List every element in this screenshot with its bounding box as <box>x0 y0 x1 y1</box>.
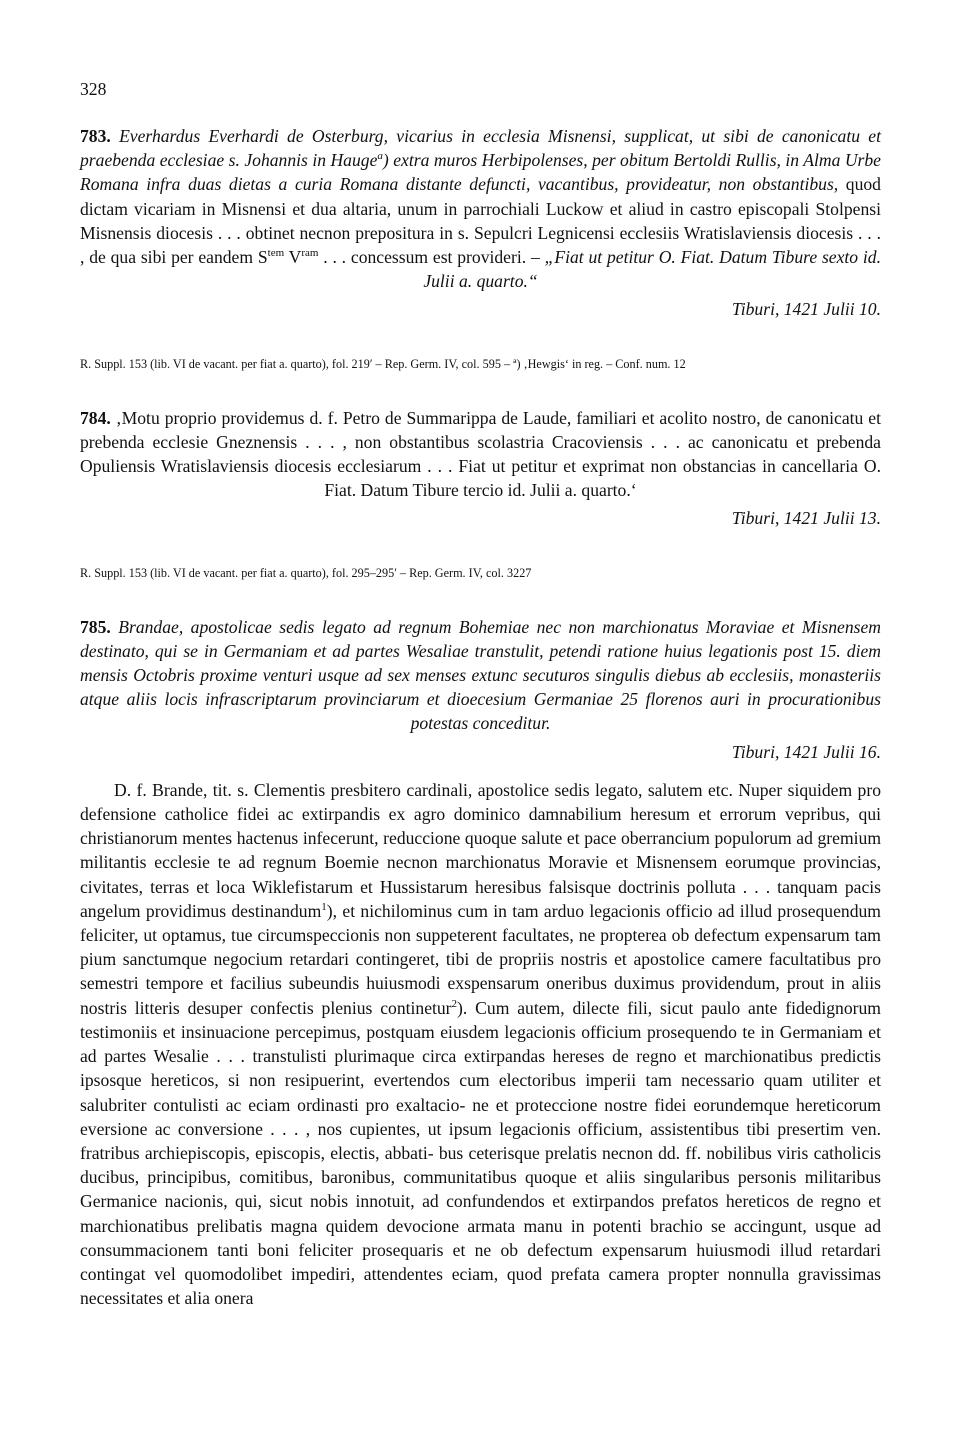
regest-quote: „Fiat ut petitur O. Fiat. Datum Tibure sexto id. Julii a. quarto.“ <box>423 247 881 292</box>
entry-784-text <box>80 406 881 503</box>
entry-number: 783. <box>80 126 111 146</box>
entry-784 <box>80 406 881 581</box>
regest-text-part: Everhardus Everhardi de Osterburg, vicarius in ecclesia Misnensi, supplicat, ut sibi de canonicatu et praebenda ecclesiae s. Johannis in Hauge <box>80 126 881 171</box>
letter-text-part: ), et nichilominus cum in tam arduo legacionis officio ad illud prosequendum feliciter, ut optamus, tue circumspeccionis non suppeterent facultates, ne propterea ob defectum expensarum tam pium sanctumque negocium retardari contingeret, tibi de propriis nostris et apostolice camere facultatibus pro semestri tempore et facilius subeundis huiusmodi exspensarum oneribus duximus providendum, prout in aliis nostris litteris desuper confectis plenius continetur <box>80 900 881 1018</box>
letter-text-part: D. f. Brande, tit. s. Clementis presbitero cardinali, apostolice sedis legato, salutem etc. Nuper siquidem pro defensione catholice fidei ac extirpandis ex agro dominico damnabilium heresum et errorum vepribus, qui christianorum mentes hactenus infecerunt, reduccione quoque salute et pace oberrancium populorum ad gremium militantis ecclesie te ad regnum Boemie necnon marchionatus Moravie et Misnensem eorumque provincias, civitates, terras et loca Wiklefistarum et Hussistarum heresibus falsisque doctrinis polluta . . . tanquam pacis angelum providimus destinandum <box>80 779 881 921</box>
entry-783-source: R. Suppl. 153 (lib. VI de vacant. per fiat a. quarto), fol. 219′ – Rep. Germ. IV, col. 595 – ª) ‚Hewgis‘ in reg. – Conf. num. 12 <box>80 356 686 371</box>
regest-text-part: ) extra muros Herbipolenses, per obitum Bertoldi Rullis, in Alma Urbe Romana infra duas dietas a curia Romana distante defuncti, vacantibus, provideatur, non obstantibus, <box>80 150 881 195</box>
regest-text: Brandae, apostolicae sedis legato ad regnum Bohemiae nec non marchionatus Moraviae et Misnensem destinato, qui se in Germaniam et ad partes Wesaliae transtulit, petendi ratione huius legationis post 15. diem mensis Octobris proxime venturi usque ad sex menses extunc secuturos singulis diebus ab ecclesiis, monasteriis atque aliis locis infrascriptarum provinciarum et dioecesium Germaniae 25 florenos auri in procurationibus potestas conceditur. <box>80 616 881 734</box>
entry-number: 784. <box>80 407 111 428</box>
footnote-marker: 2 <box>451 997 458 1010</box>
footnote-marker: 1 <box>321 901 327 914</box>
regest-text-part: quod dictam vicariam in Misnensi et dua altaria, unum in parrochiali Luckow et aliud in castro episcopali Stolpensi Misnensis diocesis . . . obtinet necnon prepositura in s. Sepulcri Legnicensi ecclesiis Wratislaviensis diocesis . . . , de qua sibi per eandem S <box>80 174 881 268</box>
regest-text-part: V <box>284 247 302 268</box>
regest-text-part: . . . concessum est provideri. – <box>318 247 545 268</box>
entry-785 <box>80 615 881 1311</box>
letter-text-part: ). Cum autem, dilecte fili, sicut paulo ante fidedignorum testimoniis et insinuacione percepimus, postquam eiusdem legacionis officium prosequendo te in Germaniam et ad partes Wesalie . . . transtulisti plurimaque circa extirpandas hereses de regno et marchionatibus predictis ipsosque hereticos, si non resipuerint, evertendos cum electoribus imperii tam necessario quam utiliter et salubriter contulisti ac eciam ordinasti pro exaltacio- ne et proteccione nostre fidei eorundemque hereticorum eversione ac conversione . . . , nos cupientes, ut ipsum legacionis officium, assistentibus tibi presertim ven. fratribus archiepiscopis, episcopis, electis, abbati- bus ceterisque prelatis necnon dd. ff. nobilibus viris catholicis ducibus, principibus, comitibus, baronibus, communitatibus quoque et aliis singularibus personis militaribus Germanice nacionis, qui, sicut nobis innotuit, ad confundendos et extirpandos prefatos hereticos de regno et marchionatibus prelibatis magna quidem devocione armata manu in potenti brachio se accingunt, usque ad consummacionem tanti boni feliciter prosequaris et ne ob defectum expensarum huiusmodi illud retardari contingat vel quomodolibet impediri, attendentes eciam, quod prefata camera propter nonnulla gravissimas necessitates et alia onera <box>80 997 881 1309</box>
superscript: ram <box>301 247 319 260</box>
entry-784-date: Tiburi, 1421 Julii 13. <box>731 508 881 529</box>
entry-number: 785. <box>80 616 111 637</box>
page-number: 328 <box>80 79 107 99</box>
entry-783-regest <box>80 124 881 293</box>
footnote-marker: a <box>377 150 383 163</box>
entry-784-source: R. Suppl. 153 (lib. VI de vacant. per fiat a. quarto), fol. 295–295′ – Rep. Germ. IV, col. 3227 <box>80 565 532 580</box>
entry-785-regest <box>80 615 881 736</box>
entry-784-body: ‚Motu proprio providemus d. f. Petro de Summarippa de Laude, familiari et acolito nostro, de canonicatu et prebenda ecclesie Gneznensis . . . , non obstantibus scolastria Cracoviensis . . . ac canonicatu et prebenda Opuliensis Wratislaviensis diocesis ecclesiarum . . . Fiat ut petitur et exprimat non obstancias in cancellaria O. Fiat. Datum Tibure tercio id. Julii a. quarto.‘ <box>80 407 881 501</box>
entry-783-date: Tiburi, 1421 Julii 10. <box>731 299 881 320</box>
superscript: tem <box>267 247 285 260</box>
entry-785-letter <box>80 778 881 1310</box>
entry-785-date: Tiburi, 1421 Julii 16. <box>731 741 881 762</box>
entry-783 <box>80 124 881 372</box>
